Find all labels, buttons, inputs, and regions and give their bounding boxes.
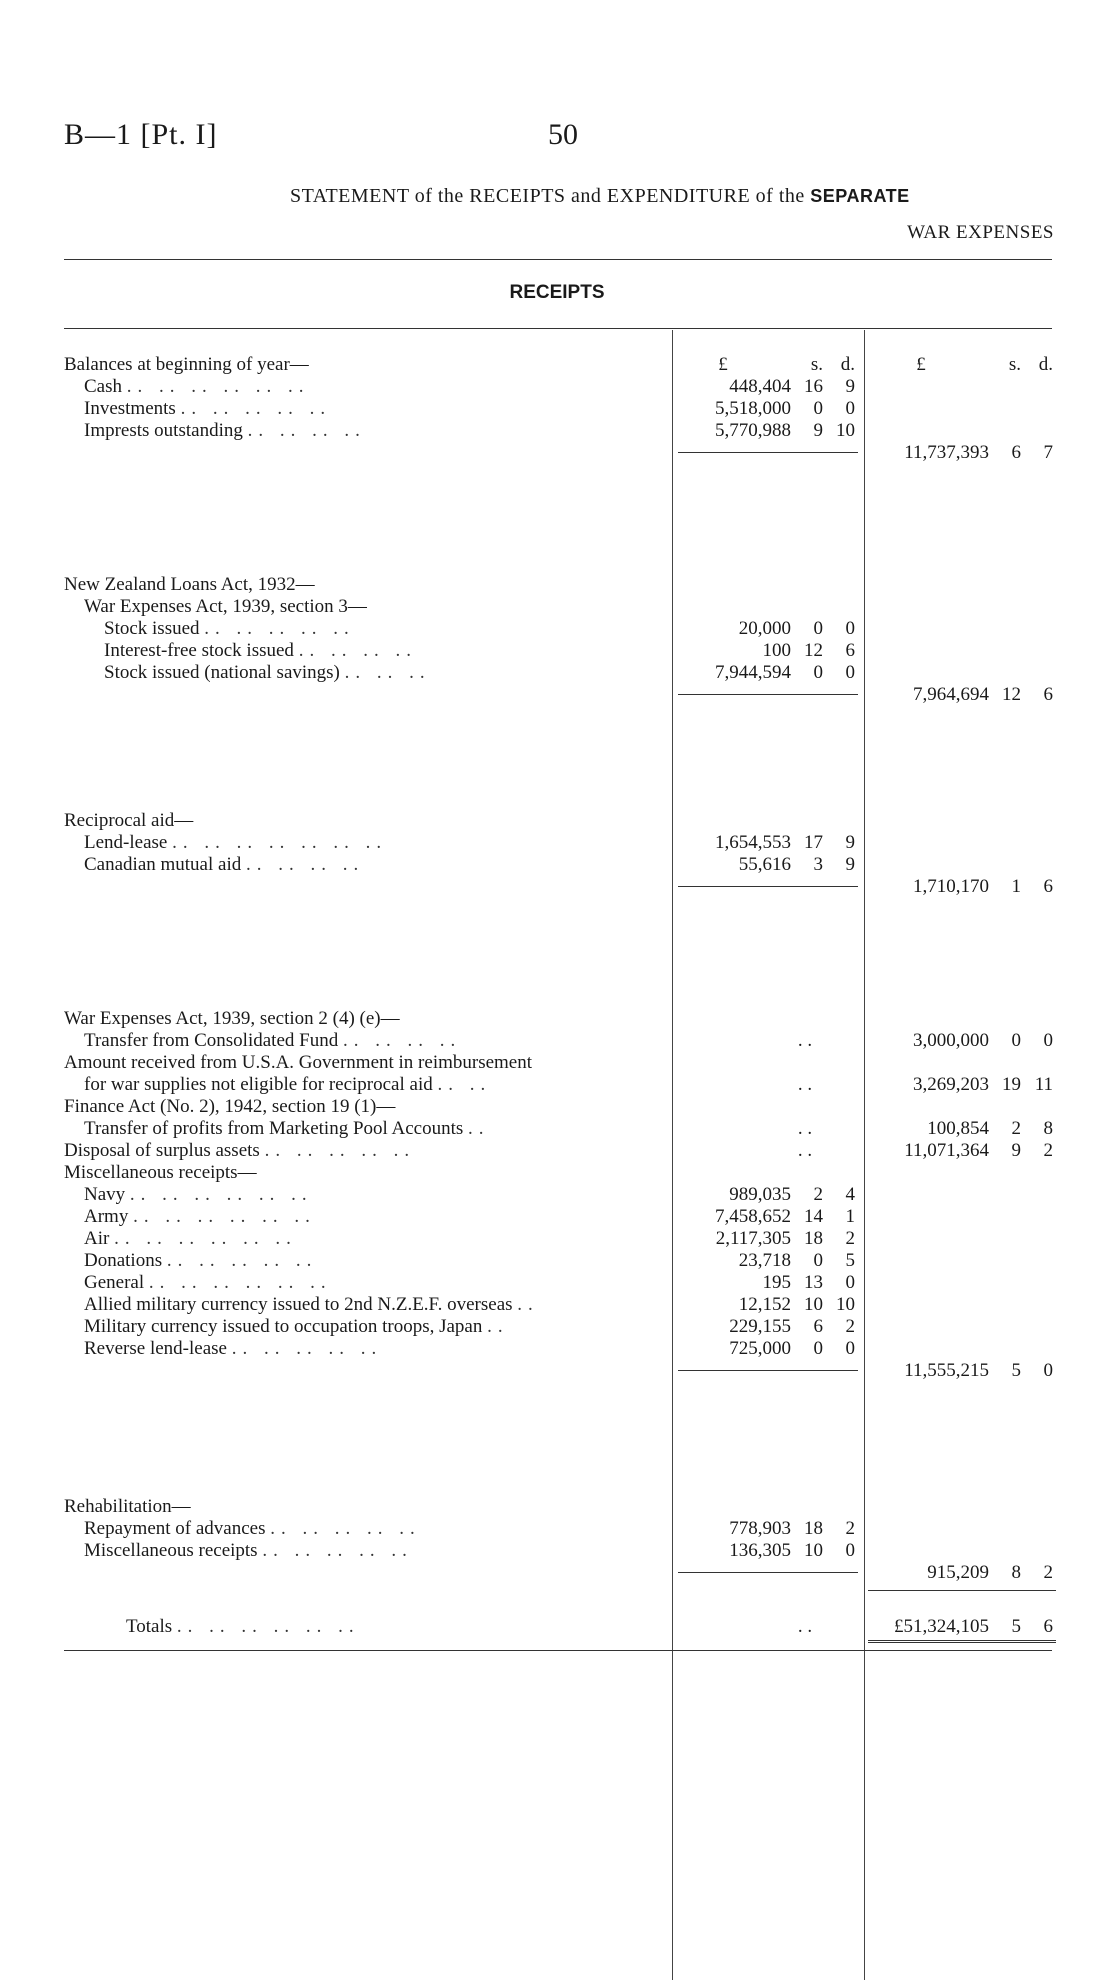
item-total: 100,854 2 8 xyxy=(927,1118,1053,1139)
line-item-label: for war supplies not eligible for reciprocal aid .. .. xyxy=(84,1074,492,1095)
title-bold: SEPARATE xyxy=(810,186,910,206)
column-header-sub xyxy=(675,354,855,376)
line-item-amount: 2,117,305 18 2 xyxy=(715,1228,855,1249)
line-item-label: Canadian mutual aid .. .. .. .. xyxy=(84,854,365,875)
header-pence: d. xyxy=(840,354,855,375)
grand-total: £51,324,105 5 6 xyxy=(894,1616,1053,1637)
subtotal-rule xyxy=(678,1370,858,1371)
line-item-label: Imprests outstanding .. .. .. .. xyxy=(84,420,366,441)
group-total: 11,737,393 6 7 xyxy=(904,442,1053,463)
header-pound: £ xyxy=(718,354,728,375)
line-item-amount: 1,654,553 17 9 xyxy=(715,832,855,853)
group-heading: Reciprocal aid— xyxy=(64,810,194,831)
subtotal-rule xyxy=(678,452,858,453)
line-item-label: Stock issued (national savings) .. .. .. xyxy=(104,662,431,683)
line-item-label: Air .. .. .. .. .. .. xyxy=(84,1228,297,1249)
line-item-amount: 7,944,594 0 0 xyxy=(715,662,855,683)
item-total: 11,071,364 9 2 xyxy=(904,1140,1053,1161)
no-amount-marker: . . xyxy=(797,1074,813,1095)
line-item-label: Allied military currency issued to 2nd N.Z.E.F. overseas .. xyxy=(84,1294,539,1315)
subtotal-rule xyxy=(678,694,858,695)
subtotal-rule xyxy=(678,1572,858,1573)
statement-title xyxy=(290,185,910,208)
line-item-label: Navy .. .. .. .. .. .. xyxy=(84,1184,313,1205)
line-item-label: Transfer of profits from Marketing Pool Accounts .. xyxy=(84,1118,490,1139)
line-item-label: Disposal of surplus assets .. .. .. .. .. xyxy=(64,1140,416,1161)
line-item-amount: 5,518,000 0 0 xyxy=(715,398,855,419)
line-item-amount: 778,903 18 2 xyxy=(729,1518,855,1539)
line-item-label: Donations .. .. .. .. .. xyxy=(84,1250,318,1271)
line-item-amount: 12,152 10 10 xyxy=(738,1294,855,1315)
line-item-label: General .. .. .. .. .. .. xyxy=(84,1272,332,1293)
line-item-amount: 229,155 6 2 xyxy=(729,1316,855,1337)
group-total: 1,710,170 1 6 xyxy=(913,876,1053,897)
page-reference: B—1 [Pt. I] xyxy=(64,118,218,151)
line-item-label: Stock issued .. .. .. .. .. xyxy=(104,618,355,639)
section-title: RECEIPTS xyxy=(509,282,605,303)
line-item-label: Miscellaneous receipts .. .. .. .. .. xyxy=(84,1540,413,1561)
totals-label: Totals .. .. .. .. .. .. xyxy=(126,1616,360,1637)
line-item-label: Repayment of advances .. .. .. .. .. xyxy=(84,1518,421,1539)
line-item-label: Army .. .. .. .. .. .. xyxy=(84,1206,316,1227)
line-item-label: Amount received from U.S.A. Government in reimbursement xyxy=(64,1052,533,1073)
line-item-amount: 989,035 2 4 xyxy=(729,1184,855,1205)
group-heading: Balances at beginning of year— xyxy=(64,354,309,375)
divider xyxy=(64,328,1052,329)
line-item-amount: 448,404 16 9 xyxy=(729,376,855,397)
group-heading: Rehabilitation— xyxy=(64,1496,191,1517)
line-item-amount: 100 12 6 xyxy=(762,640,855,661)
column-rule xyxy=(672,330,673,1980)
no-amount-marker: . . xyxy=(797,1030,813,1051)
header-pence: d. xyxy=(1038,354,1053,375)
line-item-amount: 20,000 0 0 xyxy=(738,618,855,639)
header-shilling: s. xyxy=(1008,354,1021,375)
line-item-amount: 55,616 3 9 xyxy=(738,854,855,875)
no-amount-marker: . . xyxy=(797,1118,813,1139)
line-item-label: Lend-lease .. .. .. .. .. .. .. xyxy=(84,832,388,853)
no-amount-marker: . . xyxy=(797,1140,813,1161)
column-header-total xyxy=(868,354,1053,376)
item-total: 3,269,203 19 11 xyxy=(913,1074,1053,1095)
line-item-amount: 136,305 10 0 xyxy=(729,1540,855,1561)
no-amount-marker: . . xyxy=(797,1616,813,1637)
group-heading: New Zealand Loans Act, 1932— xyxy=(64,574,315,595)
header-pound: £ xyxy=(916,354,926,375)
line-item-label: Reverse lend-lease .. .. .. .. .. xyxy=(84,1338,383,1359)
line-item-label: Investments .. .. .. .. .. xyxy=(84,398,332,419)
title-prefix: STATEMENT of the RECEIPTS and EXPENDITURE of the xyxy=(290,185,811,207)
divider xyxy=(64,259,1052,260)
divider xyxy=(64,1650,1052,1651)
group-total: 915,209 8 2 xyxy=(927,1562,1053,1583)
line-item-amount: 195 13 0 xyxy=(762,1272,855,1293)
line-item-label: Cash .. .. .. .. .. .. xyxy=(84,376,310,397)
divider xyxy=(868,1590,1056,1591)
header-shilling: s. xyxy=(810,354,823,375)
group-subheading: War Expenses Act, 1939, section 3— xyxy=(84,596,367,617)
line-item-amount: 5,770,988 9 10 xyxy=(715,420,855,441)
item-total: 3,000,000 0 0 xyxy=(913,1030,1053,1051)
misc-heading: Miscellaneous receipts— xyxy=(64,1162,257,1183)
page-number: 50 xyxy=(548,118,578,151)
line-item-amount: 7,458,652 14 1 xyxy=(715,1206,855,1227)
total-double-rule xyxy=(868,1640,1056,1643)
group-total: 11,555,215 5 0 xyxy=(904,1360,1053,1381)
group-total: 7,964,694 12 6 xyxy=(913,684,1053,705)
war-expenses-heading: War Expenses Act, 1939, section 2 (4) (e)— xyxy=(64,1008,400,1029)
line-item-label: Transfer from Consolidated Fund .. .. .. .. xyxy=(84,1030,462,1051)
line-item-label: Military currency issued to occupation troops, Japan .. xyxy=(84,1316,509,1337)
statement-subtitle: WAR EXPENSES xyxy=(907,222,1054,243)
line-item-label: Interest-free stock issued .. .. .. .. xyxy=(104,640,417,661)
subtotal-rule xyxy=(678,886,858,887)
finance-act-heading: Finance Act (No. 2), 1942, section 19 (1)— xyxy=(64,1096,396,1117)
line-item-amount: 23,718 0 5 xyxy=(738,1250,855,1271)
line-item-amount: 725,000 0 0 xyxy=(729,1338,855,1359)
